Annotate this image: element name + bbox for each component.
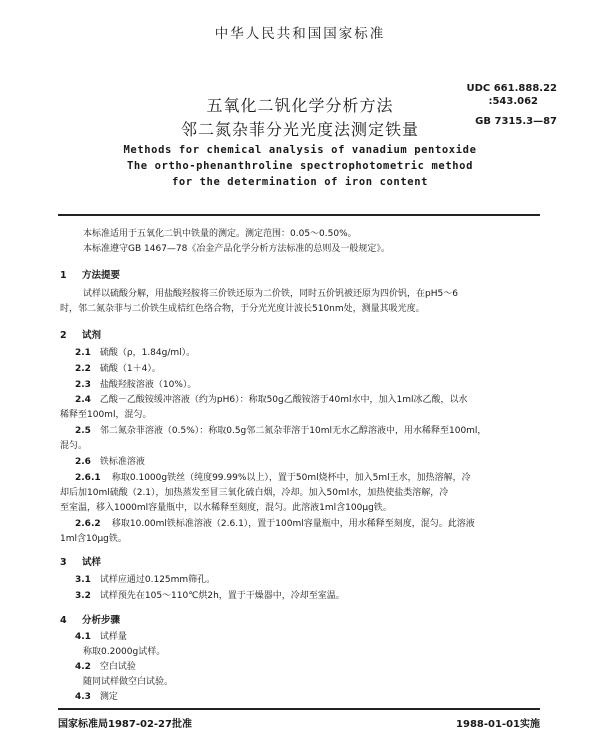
section-4-heading: 4 分析步骤 xyxy=(60,615,121,626)
reagent-2-5-line-1: 2.5 邻二氮杂菲溶液（0.5%）：称取0.5g邻二氮杂菲溶于10ml无水乙醇溶液中，用水稀释至100ml， xyxy=(75,426,487,436)
reagent-2-6-2-line-1: 2.6.2 移取10.00ml铁标准溶液（2.6.1），置于100ml容量瓶中，用水稀释至刻度，混匀。此溶液 xyxy=(75,519,475,529)
section-1-para-line-2: 时，邻二氮杂菲与二价铁生成桔红色络合物，于分光光度计波长510nm处，测量其吸光度。 xyxy=(60,304,425,314)
section-1-heading: 1 方法提要 xyxy=(60,270,121,281)
step-4-1-body: 称取0.2000g试样。 xyxy=(83,647,166,657)
step-4-1: 4.1 试样量 xyxy=(75,632,127,642)
reagent-2-5-line-2: 混匀。 xyxy=(60,441,88,451)
reagent-2-6-1-line-3: 至室温，移入1000ml容量瓶中，以水稀释至刻度，混匀。此溶液1ml含100μg铁。 xyxy=(60,503,392,513)
chinese-title-line-1: 五氧化二钒化学分析方法 xyxy=(206,96,394,115)
reagent-2-6-1-line-2: 却后加10ml硫酸（2.1），加热蒸发至冒三氧化硫白烟，冷却。加入50ml水，加热使盐类溶解，冷 xyxy=(60,488,449,498)
intro-line-1: 本标准适用于五氧化二钒中铁量的测定。测定范围：0.05～0.50%。 xyxy=(83,229,357,239)
chinese-title-line-2: 邻二氮杂菲分光光度法测定铁量 xyxy=(180,120,419,139)
english-title-line-1: Methods for chemical analysis of vanadium pentoxide xyxy=(123,144,477,156)
section-2-heading: 2 试剂 xyxy=(60,330,102,341)
reagent-2-4-line-2: 稀释至100ml，混匀。 xyxy=(60,410,152,420)
gb-number: GB 7315.3—87 xyxy=(475,116,557,127)
implementation-date: 1988-01-01实施 xyxy=(456,719,540,730)
section-1-para-line-1: 试样以硫酸分解，用盐酸羟胺将三价铁还原为二价铁，同时五价钒被还原为四价钒，在pH5～6 xyxy=(83,289,458,299)
standard-category-title: 中华人民共和国国家标准 xyxy=(214,26,386,42)
udc-code: UDC 661.888.22 xyxy=(466,83,557,94)
reagent-2-3: 2.3 盐酸羟胺溶液（10%）。 xyxy=(75,380,197,390)
header-divider xyxy=(58,214,540,216)
reagent-2-6: 2.6 铁标准溶液 xyxy=(75,457,145,467)
step-4-2-body: 随同试样做空白试验。 xyxy=(83,677,174,687)
sample-3-1: 3.1 试样应通过0.125mm筛孔。 xyxy=(75,575,216,585)
reagent-2-2: 2.2 硫酸（1＋4）。 xyxy=(75,364,161,374)
intro-line-2: 本标准遵守GB 1467—78《冶金产品化学分析方法标准的总则及一般规定》。 xyxy=(83,244,390,254)
english-title-line-3: for the determination of iron content xyxy=(171,176,429,188)
udc-sub-code: :543.062 xyxy=(488,96,538,107)
reagent-2-4-line-1: 2.4 乙酸－乙酸铵缓冲溶液（约为pH6）：称取50g乙酸铵溶于40ml水中，加入1ml冰乙酸，以水 xyxy=(75,395,468,405)
step-4-2: 4.2 空白试验 xyxy=(75,662,136,672)
approval-date: 国家标准局1987-02-27批准 xyxy=(58,719,192,730)
footer-divider xyxy=(58,708,540,710)
section-3-heading: 3 试样 xyxy=(60,557,102,568)
english-title-line-2: The ortho-phenanthroline spectrophotometric method xyxy=(126,160,474,172)
reagent-2-6-1-line-1: 2.6.1 称取0.1000g铁丝（纯度99.99%以上），置于50ml烧杯中，加入5ml王水，加热溶解，冷 xyxy=(75,473,471,483)
reagent-2-6-2-line-2: 1ml含10μg铁。 xyxy=(60,534,127,544)
sample-3-2: 3.2 试样预先在105～110℃烘2h，置于干燥器中，冷却至室温。 xyxy=(75,591,345,601)
reagent-2-1: 2.1 硫酸（ρ，1.84g/ml）。 xyxy=(75,348,196,358)
step-4-3: 4.3 测定 xyxy=(75,692,118,702)
